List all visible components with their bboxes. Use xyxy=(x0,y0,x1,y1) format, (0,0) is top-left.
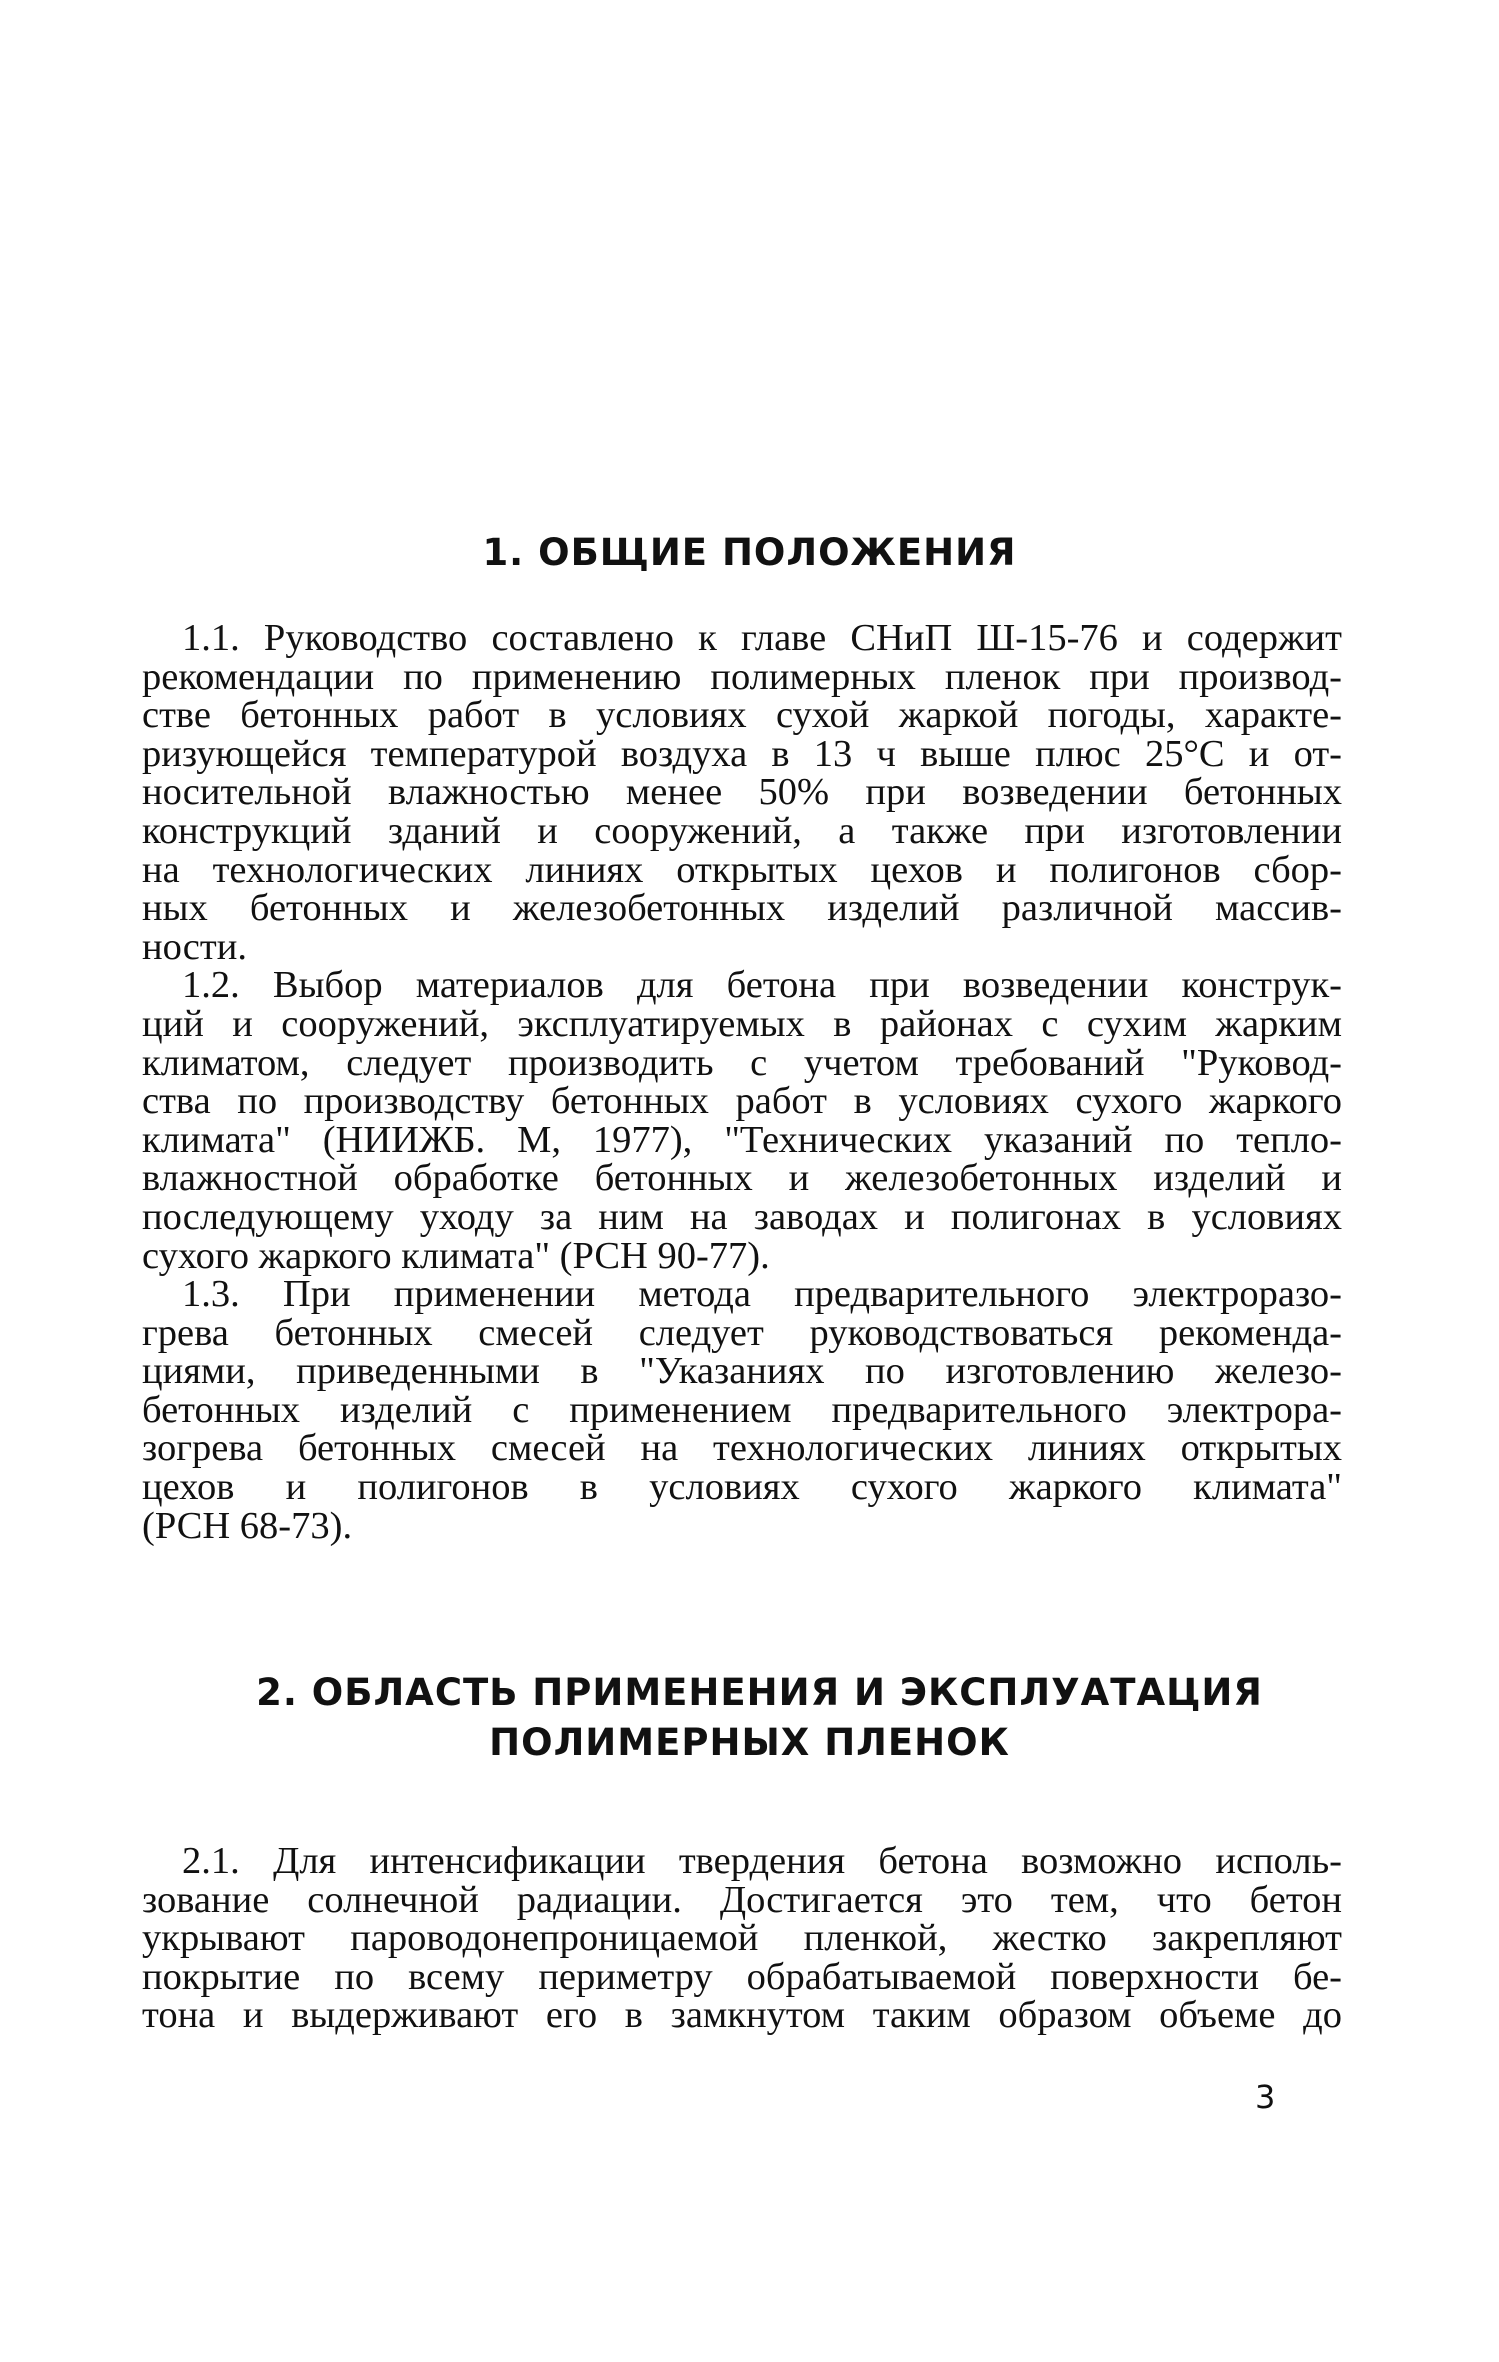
section-1-heading xyxy=(0,528,1499,578)
text-line: сухого жаркого климата" (РСН 90-77). xyxy=(142,1234,770,1277)
paragraph-1-2 xyxy=(142,966,1342,1275)
text-line: рекомендации по применению полимерных пленок при производ- xyxy=(142,655,1342,698)
section-2-heading-line-2: ПОЛИМЕРНЫХ ПЛЕНОК xyxy=(489,1721,1010,1764)
page-number: 3 xyxy=(1255,2078,1276,2116)
section-2-body xyxy=(142,1842,1342,2035)
text-line: ризующейся температурой воздуха в 13 ч выше плюс 25°С и от- xyxy=(142,732,1342,775)
text-line: носительной влажностью менее 50% при возведении бетонных xyxy=(142,771,1342,814)
text-line: циями, приведенными в "Указаниях по изготовлению железо- xyxy=(142,1350,1342,1393)
text-line: грева бетонных смесей следует руководствоваться рекоменда- xyxy=(142,1311,1342,1354)
text-line: климата" (НИИЖБ. М, 1977), "Технических указаний по тепло- xyxy=(142,1118,1342,1161)
text-line: последующему уходу за ним на заводах и полигонах в условиях xyxy=(142,1195,1342,1238)
text-line: тона и выдерживают его в замкнутом таким образом объеме до xyxy=(142,1994,1342,2037)
text-line: 1.2. Выбор материалов для бетона при возведении конструк- xyxy=(182,964,1342,1007)
text-line: климатом, следует производить с учетом требований "Руковод- xyxy=(142,1041,1342,1084)
paragraph-2-1 xyxy=(142,1842,1342,2035)
text-line: ций и сооружений, эксплуатируемых в районах с сухим жарким xyxy=(142,1002,1342,1045)
text-line: стве бетонных работ в условиях сухой жаркой погоды, характе- xyxy=(142,694,1342,737)
text-line: бетонных изделий с применением предварительного электрора- xyxy=(142,1388,1342,1431)
text-line: (РСН 68-73). xyxy=(142,1504,353,1547)
text-line: 1.3. При применении метода предварительного электроразо- xyxy=(182,1273,1342,1316)
section-1-heading-text: 1. ОБЩИЕ ПОЛОЖЕНИЯ xyxy=(482,531,1017,574)
text-line: 1.1. Руководство составлено к главе СНиП Ш-15-76 и содержит xyxy=(182,617,1342,659)
text-line: на технологических линиях открытых цехов и полигонов сбор- xyxy=(142,848,1342,891)
text-line: зогрева бетонных смесей на технологических линиях открытых xyxy=(142,1427,1342,1470)
text-line: покрытие по всему периметру обрабатываемой поверхности бе- xyxy=(142,1955,1342,1998)
text-line: 2.1. Для интенсификации твердения бетона возможно исполь- xyxy=(182,1840,1342,1882)
text-line: зование солнечной радиации. Достигается это тем, что бетон xyxy=(142,1878,1342,1921)
text-line: влажностной обработке бетонных и железобетонных изделий и xyxy=(142,1157,1342,1200)
text-line: укрывают пароводонепроницаемой пленкой, жестко закрепляют xyxy=(142,1917,1342,1960)
text-line: конструкций зданий и сооружений, а также при изготовлении xyxy=(142,809,1342,852)
paragraph-1-3 xyxy=(142,1275,1342,1545)
section-2-heading xyxy=(0,1668,1499,1768)
text-line: ности. xyxy=(142,925,247,968)
section-2-heading-line-1: 2. ОБЛАСТЬ ПРИМЕНЕНИЯ И ЭКСПЛУАТАЦИЯ xyxy=(256,1671,1263,1714)
paragraph-1-1 xyxy=(142,619,1342,966)
text-line: ства по производству бетонных работ в условиях сухого жаркого xyxy=(142,1080,1342,1123)
section-1-body xyxy=(142,619,1342,1545)
text-line: ных бетонных и железобетонных изделий различной массив- xyxy=(142,887,1342,930)
text-line: цехов и полигонов в условиях сухого жаркого климата" xyxy=(142,1466,1342,1509)
